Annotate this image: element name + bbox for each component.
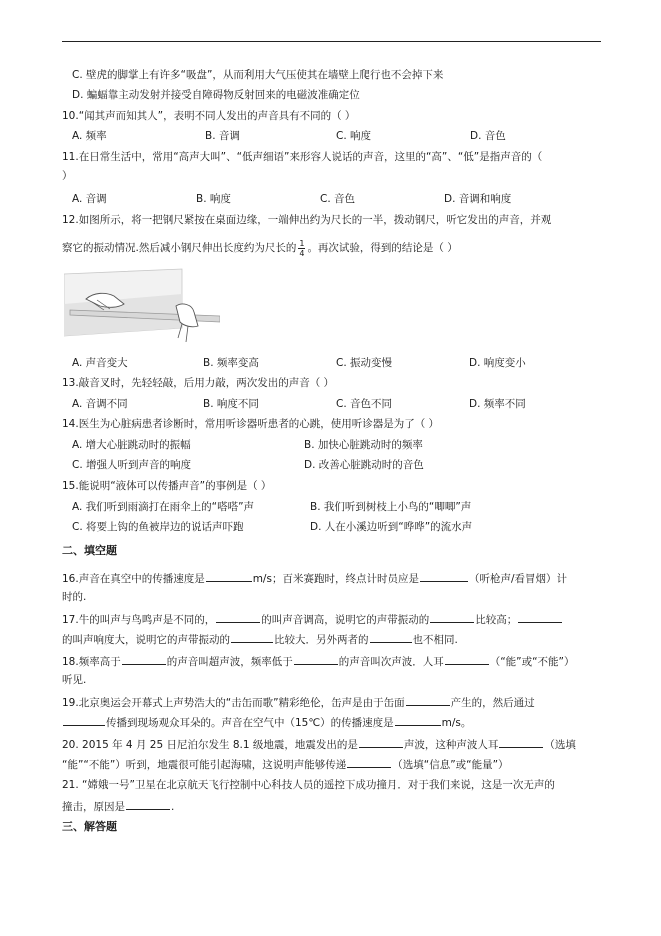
q17-text-3: 比较高；	[475, 614, 518, 626]
q18-line2: 听见.	[62, 674, 87, 686]
q13-stem: 13.敲音叉时，先轻轻敲，后用力敲，两次发出的声音（ ）	[62, 377, 335, 389]
answer-blank[interactable]	[430, 611, 474, 623]
q20-text-1: 20. 2015 年 4 月 25 日尼泊尔发生 8.1 级地震，地震发出的是	[62, 739, 358, 751]
answer-blank[interactable]	[126, 798, 170, 810]
q11-option-a: A. 音调	[72, 193, 107, 205]
answer-blank[interactable]	[518, 611, 562, 623]
section-fill-in-blank-title: 二、填空题	[62, 544, 117, 557]
q16-text-1: 16.声音在真空中的传播速度是	[62, 573, 205, 585]
fraction-numerator: 1	[299, 238, 305, 248]
q13-option-d: D. 频率不同	[469, 398, 526, 410]
q21-text-3: .	[171, 801, 175, 813]
q12-stem-part-a: 察它的振动情况.然后减小钢尺伸出长度约为尺长的	[62, 242, 297, 254]
q17-text-2: 的叫声音调高，说明它的声带振动的	[261, 614, 430, 626]
q16-text-3: （听枪声/看冒烟）计	[468, 573, 567, 585]
q21-line2	[62, 798, 602, 814]
q20-line2	[62, 756, 602, 772]
answer-blank[interactable]	[370, 631, 412, 643]
q18-text-2: 的声音叫超声波，频率低于	[166, 656, 293, 668]
q11-option-c: C. 音色	[320, 193, 356, 205]
q19-text-1: 19.北京奥运会开幕式上声势浩大的“击缶而歌”精彩绝伦，缶声是由于缶面	[62, 697, 405, 709]
q12-option-a: A. 声音变大	[72, 357, 128, 369]
q17-text-6: 也不相同.	[412, 634, 458, 646]
q14-option-c: C. 增强人听到声音的响度	[72, 459, 192, 471]
q10-option-c: C. 响度	[336, 130, 372, 142]
q14-option-a: A. 增大心脏跳动时的振幅	[72, 439, 191, 451]
q12-option-d: D. 响度变小	[469, 357, 526, 369]
answer-blank[interactable]	[63, 714, 105, 726]
q18-text-4: （“能”或“不能”）	[489, 656, 575, 668]
q17-line2	[62, 631, 602, 647]
answer-blank[interactable]	[231, 631, 273, 643]
answer-blank[interactable]	[122, 653, 166, 665]
q18-text-1: 18.频率高于	[62, 656, 121, 668]
q15-option-b: B. 我们听到树枝上小鸟的“唧唧”声	[310, 501, 472, 513]
q18-line1	[62, 653, 602, 669]
q19-text-4: m/s。	[441, 717, 472, 729]
q16-line2: 时的.	[62, 591, 87, 603]
q15-option-a: A. 我们听到雨滴打在雨伞上的“嗒嗒”声	[72, 501, 255, 513]
q17-text-1: 17.牛的叫声与鸟鸣声是不同的，	[62, 614, 216, 626]
q9-option-c: C. 壁虎的脚掌上有许多“吸盘”，从而利用大气压使其在墙壁上爬行也不会掉下来	[72, 69, 444, 81]
q17-text-5: 比较大．另外两者的	[274, 634, 369, 646]
q20-text-4: “能”“不能”）听到，地震很可能引起海啸，这说明声能够传递	[62, 759, 347, 771]
q11-stem-end: ）	[62, 170, 73, 182]
q19-line1	[62, 694, 602, 710]
q10-option-d: D. 音色	[470, 130, 506, 142]
q15-stem: 15.能说明“液体可以传播声音”的事例是（ ）	[62, 480, 272, 492]
answer-blank[interactable]	[294, 653, 338, 665]
q15-option-d: D. 人在小溪边听到“哗哗”的流水声	[310, 521, 473, 533]
q16-text-2: m/s；百米赛跑时，终点计时员应是	[252, 573, 419, 585]
q13-option-a: A. 音调不同	[72, 398, 128, 410]
q14-option-d: D. 改善心脏跳动时的音色	[304, 459, 424, 471]
q20-line1	[62, 736, 602, 752]
ruler-table-figure	[64, 266, 220, 346]
q12-stem-part-b: 。再次试验，得到的结论是（ ）	[307, 242, 458, 254]
q11-stem: 11.在日常生活中，常用“高声大叫”、“低声细语”来形容人说话的声音，这里的“高”、“低”是指声音的（	[62, 151, 543, 163]
q19-text-3: 传播到现场观众耳朵的。声音在空气中（15℃）的传播速度是	[106, 717, 394, 729]
answer-blank[interactable]	[499, 736, 543, 748]
q11-option-d: D. 音调和响度	[444, 193, 512, 205]
answer-blank[interactable]	[406, 694, 450, 706]
q9-option-d: D. 蝙蝠靠主动发射并接受自障碍物反射回来的电磁波准确定位	[72, 89, 360, 101]
q19-text-2: 产生的，然后通过	[450, 697, 535, 709]
q10-stem: 10.“闻其声而知其人”，表明不同人发出的声音具有不同的（ ）	[62, 110, 356, 122]
fraction-denominator: 4	[299, 248, 305, 258]
q14-stem: 14.医生为心脏病患者诊断时，常用听诊器听患者的心跳，使用听诊器是为了（ ）	[62, 418, 440, 430]
section-answer-questions-title: 三、解答题	[62, 820, 117, 833]
q17-line1	[62, 611, 602, 627]
q12-fraction	[298, 239, 305, 258]
answer-blank[interactable]	[359, 736, 403, 748]
q12-option-c: C. 振动变慢	[336, 357, 393, 369]
q21-text-2: 撞击，原因是	[62, 801, 125, 813]
answer-blank[interactable]	[395, 714, 441, 726]
q10-option-b: B. 音调	[205, 130, 240, 142]
q20-text-3: （选填	[544, 739, 576, 751]
q10-option-a: A. 频率	[72, 130, 107, 142]
q14-option-b: B. 加快心脏跳动时的频率	[304, 439, 423, 451]
q12-option-b: B. 频率变高	[203, 357, 259, 369]
q11-option-b: B. 响度	[196, 193, 231, 205]
header-rule	[62, 41, 601, 42]
answer-blank[interactable]	[206, 570, 252, 582]
answer-blank[interactable]	[216, 611, 260, 623]
q15-option-c: C. 将要上钩的鱼被岸边的说话声吓跑	[72, 521, 244, 533]
q17-text-4: 的叫声响度大，说明它的声带振动的	[62, 634, 230, 646]
q20-text-2: 声波，这种声波人耳	[403, 739, 499, 751]
q12-stem-line2	[62, 238, 602, 258]
answer-blank[interactable]	[420, 570, 468, 582]
q21-line1: 21. “嫦娥一号”卫星在北京航天飞行控制中心科技人员的遥控下成功撞月．对于我们来说，这是一次无声的	[62, 779, 555, 791]
q20-text-5: （选填“信息”或“能量”）	[392, 759, 509, 771]
q13-option-c: C. 音色不同	[336, 398, 393, 410]
q12-stem: 12.如图所示，将一把钢尺紧按在桌面边缘，一端伸出约为尺长的一半，拨动钢尺，听它发出的声音，并观	[62, 214, 552, 226]
answer-blank[interactable]	[445, 653, 489, 665]
q16-line1	[62, 570, 602, 586]
answer-blank[interactable]	[347, 756, 391, 768]
q18-text-3: 的声音叫次声波．人耳	[338, 656, 444, 668]
q19-line2	[62, 714, 602, 730]
q13-option-b: B. 响度不同	[203, 398, 259, 410]
